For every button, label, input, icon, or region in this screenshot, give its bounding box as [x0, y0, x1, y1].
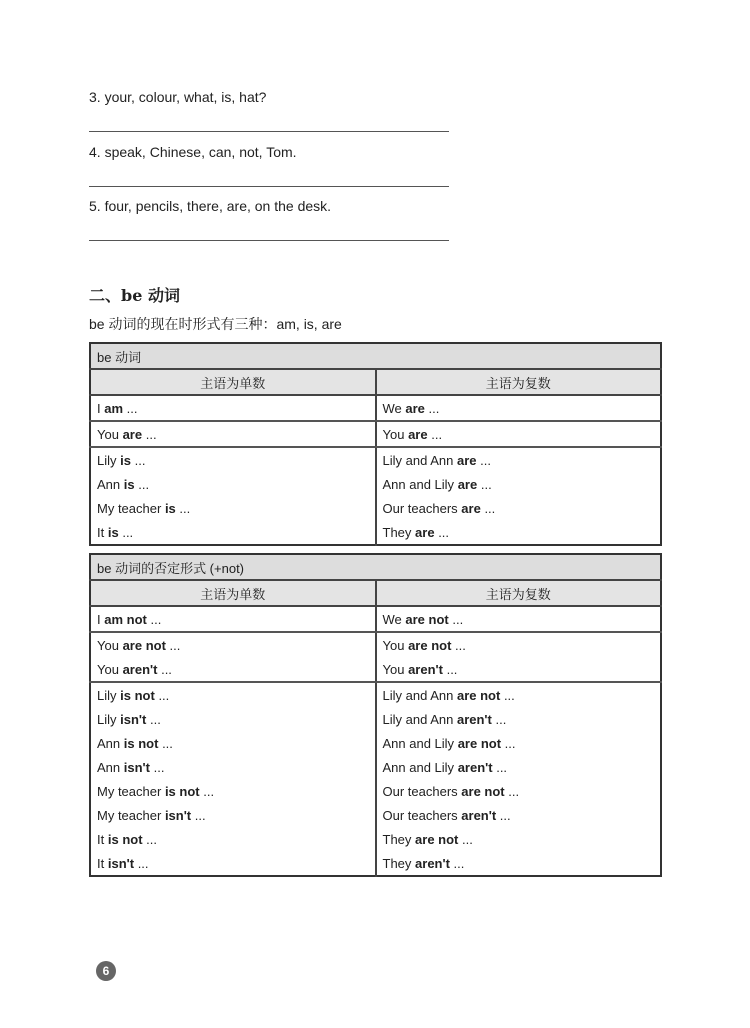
- plural-cell: [376, 472, 662, 496]
- table-row: [90, 606, 661, 632]
- subject: You: [97, 637, 119, 653]
- verb: is not: [120, 687, 155, 703]
- singular-cell: [90, 851, 376, 876]
- table-row: [90, 755, 661, 779]
- be-verb-table: [89, 342, 662, 546]
- plural-cell: [376, 632, 662, 657]
- subject: Our teachers: [382, 783, 458, 799]
- ellipsis: ...: [462, 831, 473, 847]
- ellipsis: ...: [138, 476, 150, 492]
- singular-cell: [90, 657, 376, 682]
- ellipsis: ...: [162, 735, 173, 751]
- ellipsis: ...: [446, 661, 458, 677]
- table-row: [90, 447, 661, 472]
- subject: Lily and Ann: [382, 452, 454, 468]
- subject: You: [97, 426, 119, 442]
- subject: You: [382, 426, 405, 442]
- plural-cell: [376, 421, 662, 447]
- table-row: [90, 395, 661, 421]
- verb: are: [408, 426, 428, 442]
- ellipsis: ...: [153, 759, 165, 775]
- table-row: [90, 472, 661, 496]
- table-row: [90, 731, 661, 755]
- ellipsis: ...: [146, 831, 157, 847]
- verb: aren't: [415, 855, 450, 871]
- plural-cell: [376, 779, 662, 803]
- singular-cell: [90, 421, 376, 447]
- intro-text: be 动词的现在时形式有三种：am, is, are: [89, 316, 342, 332]
- subject: Ann: [97, 759, 121, 775]
- verb: aren't: [457, 759, 493, 775]
- subject: You: [382, 661, 405, 677]
- subject: I: [97, 400, 101, 416]
- ellipsis: ...: [452, 611, 464, 627]
- verb: isn't: [107, 855, 135, 871]
- verb: aren't: [408, 661, 443, 677]
- ellipsis: ...: [495, 711, 507, 727]
- verb: are not: [456, 687, 501, 703]
- singular-cell: [90, 731, 376, 755]
- subject: Ann and Lily: [382, 759, 455, 775]
- table-row: [90, 682, 661, 707]
- answer-line-5: [89, 240, 449, 241]
- plural-cell: [376, 682, 662, 707]
- ellipsis: ...: [480, 452, 491, 468]
- col-header-plural: 主语为复数: [376, 369, 662, 395]
- verb: is not: [123, 735, 159, 751]
- subject: Lily: [97, 687, 117, 703]
- table-row: [90, 803, 661, 827]
- singular-cell: [90, 520, 376, 545]
- singular-cell: [90, 496, 376, 520]
- plural-cell: [376, 827, 662, 851]
- subject: Lily: [97, 452, 117, 468]
- verb: isn't: [120, 711, 147, 727]
- ellipsis: ...: [150, 611, 162, 627]
- ellipsis: ...: [134, 452, 146, 468]
- table-title: be 动词的否定形式 (+not): [90, 554, 661, 580]
- verb: are: [405, 400, 425, 416]
- verb: aren't: [122, 661, 158, 677]
- verb: isn't: [123, 759, 150, 775]
- table-row: [90, 632, 661, 657]
- singular-cell: [90, 395, 376, 421]
- subject: My teacher: [97, 783, 162, 799]
- subject: You: [97, 661, 119, 677]
- subject: My teacher: [97, 807, 162, 823]
- verb: are: [457, 476, 478, 492]
- ellipsis: ...: [169, 637, 181, 653]
- plural-cell: [376, 447, 662, 472]
- ellipsis: ...: [499, 807, 511, 823]
- plural-cell: [376, 395, 662, 421]
- verb: are not: [415, 831, 459, 847]
- ellipsis: ...: [161, 661, 172, 677]
- subject: Ann: [97, 735, 121, 751]
- page-number: 6: [96, 961, 116, 981]
- exercise-5: 5. four, pencils, there, are, on the desk.: [89, 198, 332, 214]
- ellipsis: ...: [455, 637, 466, 653]
- verb: are: [461, 500, 481, 516]
- table-row: [90, 520, 661, 545]
- verb: is: [164, 500, 176, 516]
- table-row: [90, 827, 661, 851]
- plural-cell: [376, 731, 662, 755]
- verb: are not: [405, 611, 449, 627]
- plural-cell: [376, 496, 662, 520]
- verb: are: [456, 452, 477, 468]
- verb: are not: [122, 637, 166, 653]
- ellipsis: ...: [149, 711, 161, 727]
- verb: is not: [107, 831, 143, 847]
- verb: is: [107, 524, 119, 540]
- singular-cell: [90, 779, 376, 803]
- verb: is not: [164, 783, 200, 799]
- subject: Ann and Lily: [382, 476, 455, 492]
- ellipsis: ...: [480, 476, 492, 492]
- subject: Lily and Ann: [382, 687, 454, 703]
- answer-line-4: [89, 186, 449, 187]
- be-verb-negative-table: [89, 553, 662, 877]
- singular-cell: [90, 606, 376, 632]
- exercise-3: 3. your, colour, what, is, hat?: [89, 89, 267, 105]
- subject: They: [382, 524, 412, 540]
- ellipsis: ...: [145, 426, 157, 442]
- subject: You: [382, 637, 405, 653]
- subject: We: [382, 400, 402, 416]
- singular-cell: [90, 447, 376, 472]
- plural-cell: [376, 803, 662, 827]
- plural-cell: [376, 707, 662, 731]
- subject: We: [382, 611, 402, 627]
- ellipsis: ...: [453, 855, 465, 871]
- ellipsis: ...: [194, 807, 206, 823]
- verb: are not: [457, 735, 502, 751]
- verb: is: [123, 476, 135, 492]
- ellipsis: ...: [508, 783, 520, 799]
- subject: I: [97, 611, 101, 627]
- singular-cell: [90, 755, 376, 779]
- singular-cell: [90, 682, 376, 707]
- table-row: [90, 421, 661, 447]
- table-row: [90, 779, 661, 803]
- singular-cell: [90, 472, 376, 496]
- verb: am: [104, 400, 124, 416]
- plural-cell: [376, 755, 662, 779]
- ellipsis: ...: [496, 759, 508, 775]
- ellipsis: ...: [122, 524, 134, 540]
- table-row: [90, 707, 661, 731]
- subject: They: [382, 831, 412, 847]
- singular-cell: [90, 803, 376, 827]
- subject: Lily and Ann: [382, 711, 454, 727]
- plural-cell: [376, 657, 662, 682]
- singular-cell: [90, 827, 376, 851]
- verb: is: [120, 452, 131, 468]
- subject: It: [97, 831, 105, 847]
- col-header-plural: 主语为复数: [376, 580, 662, 606]
- verb: isn't: [164, 807, 192, 823]
- answer-line-3: [89, 131, 449, 132]
- subject: Ann and Lily: [382, 735, 455, 751]
- ellipsis: ...: [428, 400, 440, 416]
- ellipsis: ...: [126, 400, 138, 416]
- singular-cell: [90, 632, 376, 657]
- ellipsis: ...: [503, 687, 515, 703]
- ellipsis: ...: [179, 500, 191, 516]
- table-row: [90, 496, 661, 520]
- ellipsis: ...: [137, 855, 149, 871]
- verb: are not: [461, 783, 505, 799]
- subject: It: [97, 855, 105, 871]
- col-header-singular: 主语为单数: [90, 369, 376, 395]
- plural-cell: [376, 606, 662, 632]
- section-heading: 二、be 动词: [89, 286, 180, 305]
- exercise-4: 4. speak, Chinese, can, not, Tom.: [89, 144, 297, 160]
- subject: It: [97, 524, 105, 540]
- subject: My teacher: [97, 500, 162, 516]
- subject: Our teachers: [382, 500, 458, 516]
- verb: are: [415, 524, 435, 540]
- subject: Lily: [97, 711, 117, 727]
- col-header-singular: 主语为单数: [90, 580, 376, 606]
- subject: Our teachers: [382, 807, 458, 823]
- plural-cell: [376, 851, 662, 876]
- table-row: [90, 851, 661, 876]
- ellipsis: ...: [431, 426, 443, 442]
- plural-cell: [376, 520, 662, 545]
- ellipsis: ...: [504, 735, 516, 751]
- table-row: [90, 657, 661, 682]
- subject: They: [382, 855, 412, 871]
- table-title: be 动词: [90, 343, 661, 369]
- ellipsis: ...: [158, 687, 170, 703]
- ellipsis: ...: [203, 783, 215, 799]
- verb: are: [122, 426, 143, 442]
- ellipsis: ...: [438, 524, 450, 540]
- singular-cell: [90, 707, 376, 731]
- verb: are not: [408, 637, 452, 653]
- subject: Ann: [97, 476, 121, 492]
- ellipsis: ...: [484, 500, 496, 516]
- verb: aren't: [456, 711, 492, 727]
- verb: am not: [104, 611, 147, 627]
- verb: aren't: [461, 807, 497, 823]
